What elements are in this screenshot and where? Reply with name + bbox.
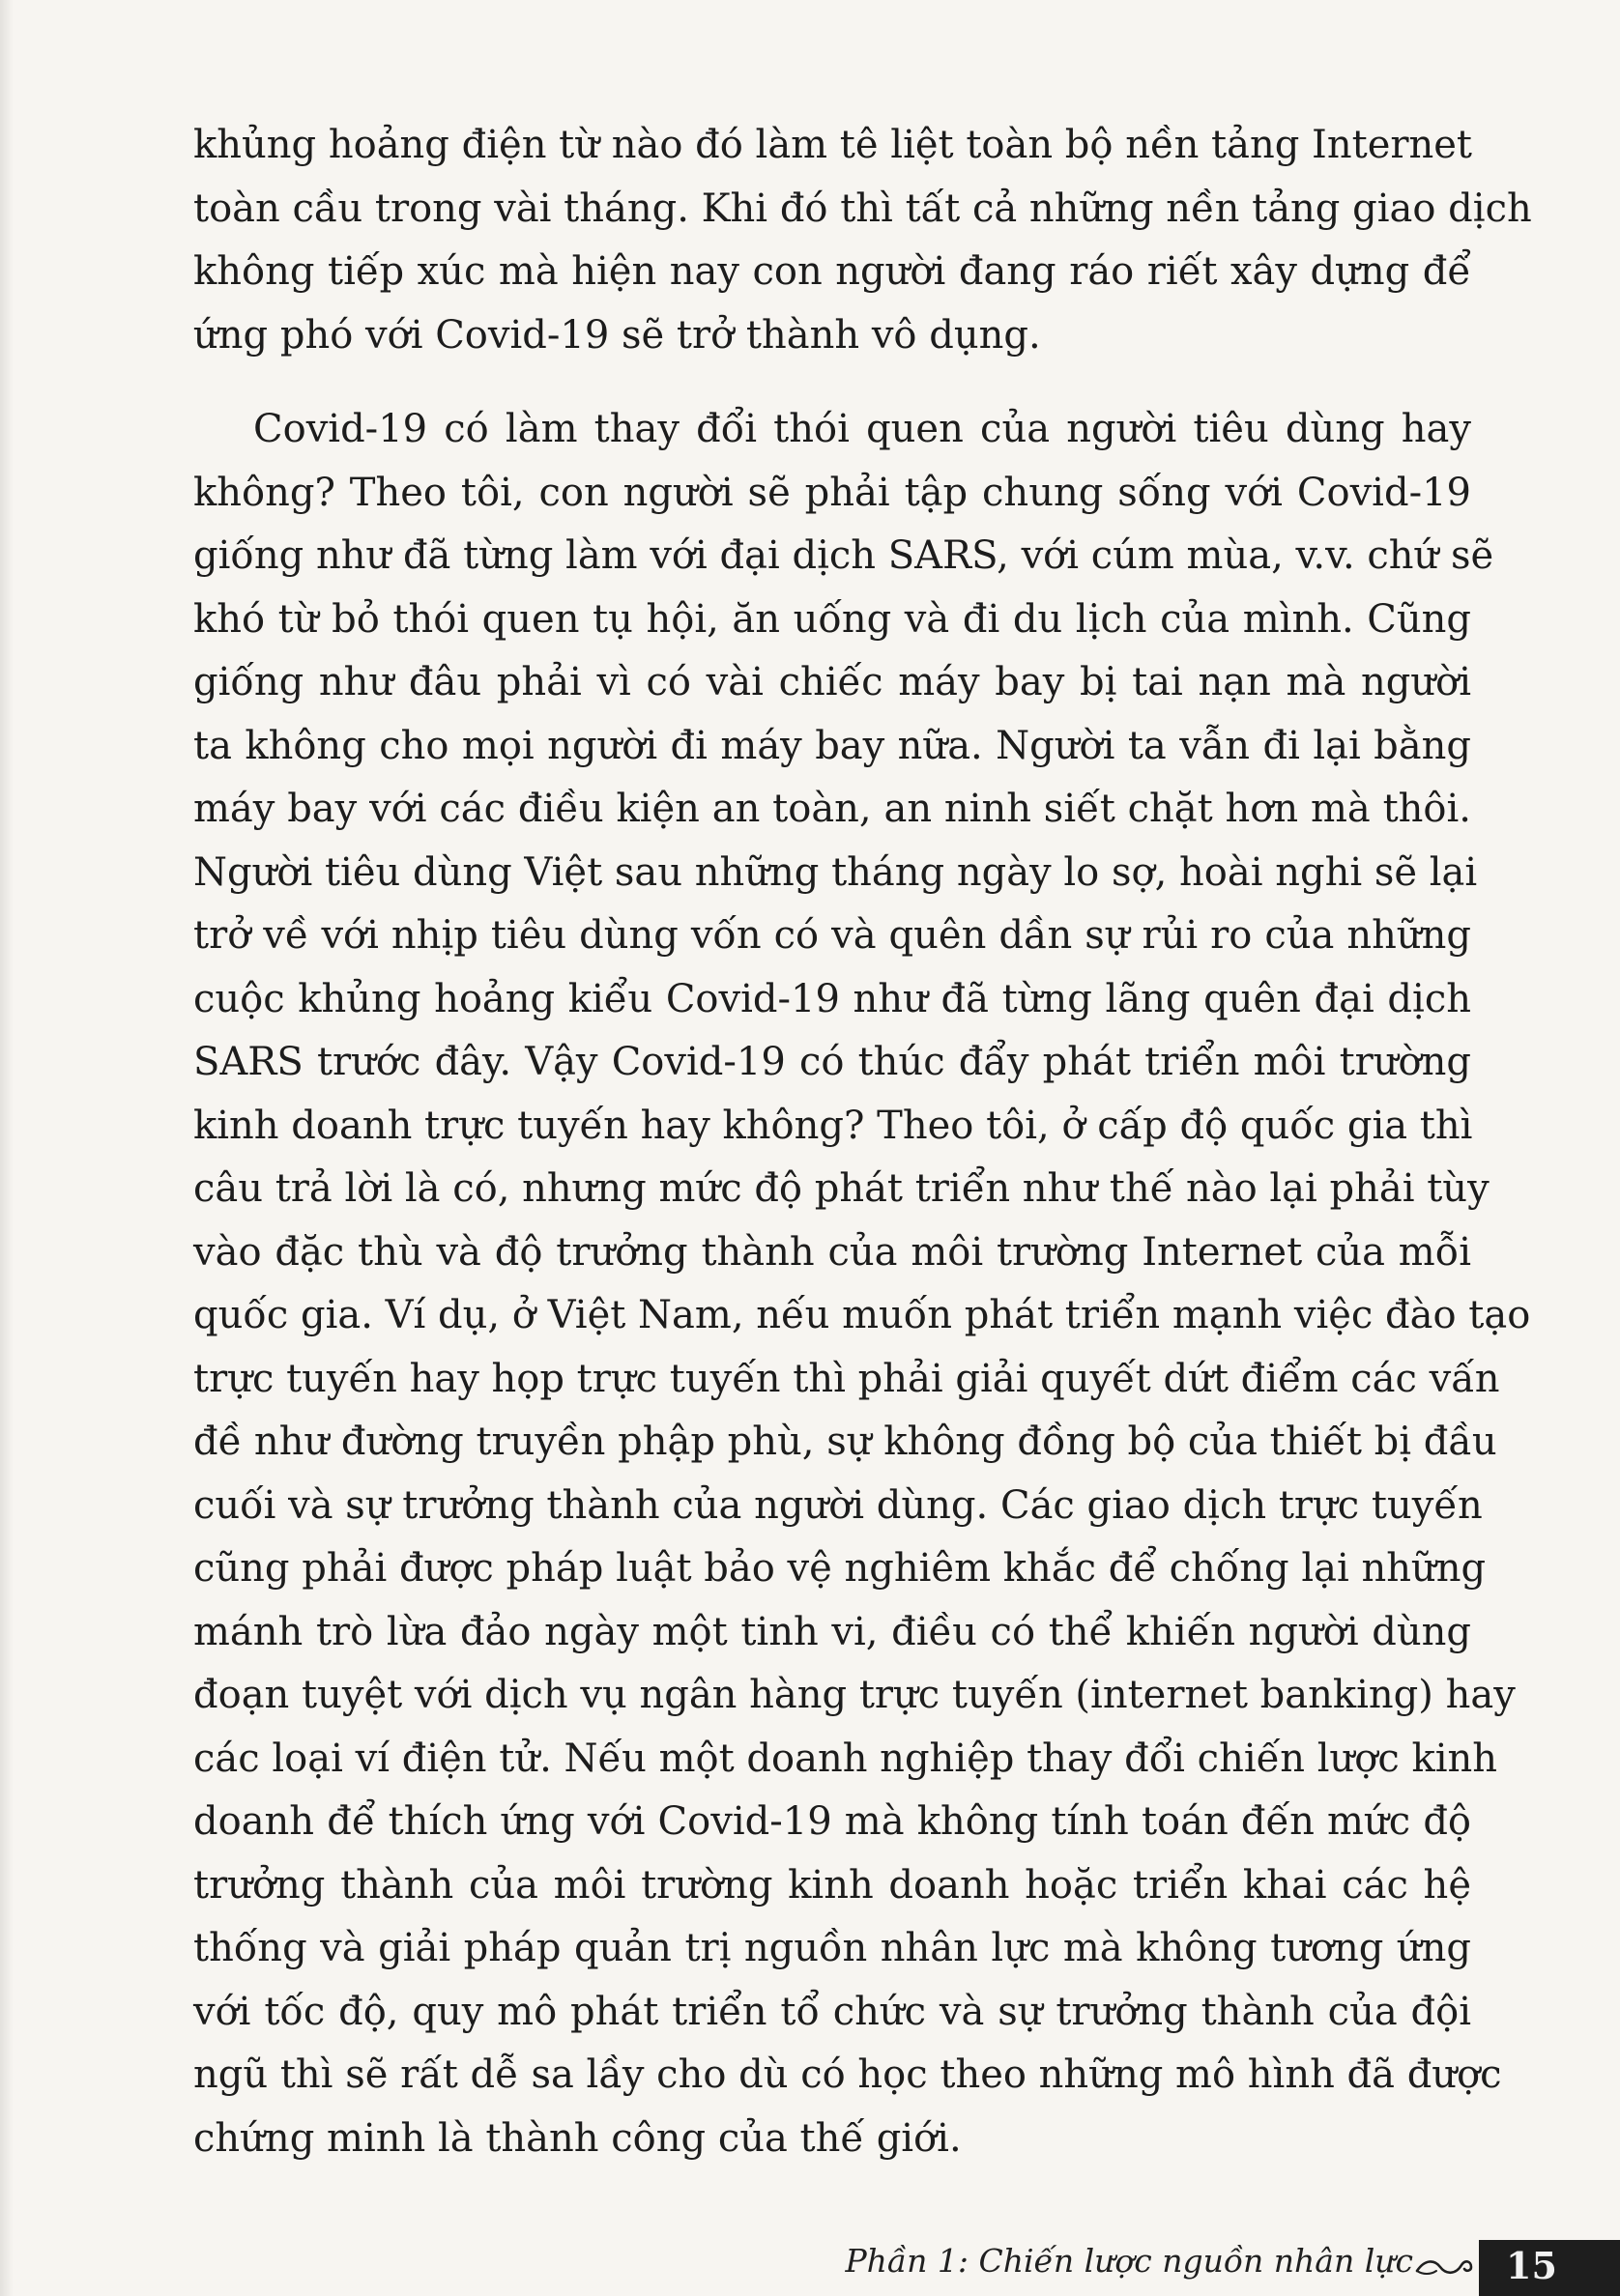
paragraph-1	[193, 114, 1532, 367]
text-line: vào đặc thù và độ trưởng thành của môi trường Internet của mỗi	[193, 1229, 1471, 1275]
text-line: toàn cầu trong vài tháng. Khi đó thì tất cả những nền tảng giao dịch	[193, 186, 1532, 231]
text-line: quốc gia. Ví dụ, ở Việt Nam, nếu muốn phát triển mạnh việc đào tạo	[193, 1293, 1531, 1337]
text-line: các loại ví điện tử. Nếu một doanh nghiệp thay đổi chiến lược kinh	[193, 1736, 1498, 1781]
text-line: giống như đã từng làm với đại dịch SARS, với cúm mùa, v.v. chứ sẽ	[193, 533, 1494, 578]
text-line: trực tuyến hay họp trực tuyến thì phải giải quyết dứt điểm các vấn	[193, 1356, 1500, 1401]
section-title: Phần 1: Chiến lược nguồn nhân lực	[845, 2242, 1413, 2280]
text-line: cuộc khủng hoảng kiểu Covid-19 như đã từng lãng quên đại dịch	[193, 976, 1471, 1021]
text-line: khó từ bỏ thói quen tụ hội, ăn uống và đi du lịch của mình. Cũng	[193, 596, 1471, 642]
text-line: Covid-19 có làm thay đổi thói quen của người tiêu dùng hay	[253, 407, 1471, 451]
page-number: 15	[1506, 2244, 1557, 2287]
text-line: doanh để thích ứng với Covid-19 mà không tính toán đến mức độ	[193, 1799, 1471, 1844]
text-line: với tốc độ, quy mô phát triển tổ chức và sự trưởng thành của đội	[193, 1989, 1471, 2034]
text-line: không? Theo tôi, con người sẽ phải tập chung sống với Covid-19	[193, 470, 1471, 515]
text-line: chứng minh là thành công của thế giới.	[193, 2115, 962, 2161]
body-text	[193, 114, 1532, 2170]
text-line: ta không cho mọi người đi máy bay nữa. Người ta vẫn đi lại bằng	[193, 723, 1471, 768]
text-line: SARS trước đây. Vậy Covid-19 có thúc đẩy phát triển môi trường	[193, 1040, 1471, 1084]
page-number-box	[1479, 2240, 1620, 2296]
text-line: cũng phải được pháp luật bảo vệ nghiêm khắc để chống lại những	[193, 1546, 1487, 1591]
swirl-ornament-icon	[1413, 2253, 1475, 2281]
text-line: Người tiêu dùng Việt sau những tháng ngày lo sợ, hoài nghi sẽ lại	[193, 849, 1478, 895]
text-line: máy bay với các điều kiện an toàn, an ninh siết chặt hơn mà thôi.	[193, 787, 1471, 831]
text-line: ngũ thì sẽ rất dễ sa lầy cho dù có học theo những mô hình đã được	[193, 2052, 1502, 2097]
text-line: đề như đường truyền phập phù, sự không đồng bộ của thiết bị đầu	[193, 1420, 1497, 1464]
text-line: ứng phó với Covid-19 sẽ trở thành vô dụng.	[193, 312, 1041, 358]
page-edge-shadow	[0, 0, 14, 2296]
text-line: không tiếp xúc mà hiện nay con người đang ráo riết xây dựng để	[193, 249, 1471, 294]
text-line: kinh doanh trực tuyến hay không? Theo tôi, ở cấp độ quốc gia thì	[193, 1103, 1473, 1148]
text-line: trở về với nhịp tiêu dùng vốn có và quên dần sự rủi ro của những	[193, 913, 1471, 958]
text-line: giống như đâu phải vì có vài chiếc máy bay bị tai nạn mà người	[193, 660, 1471, 704]
page-footer	[0, 2240, 1620, 2296]
paragraph-2	[193, 398, 1531, 2170]
paragraph-spacer	[193, 367, 1471, 398]
text-line: mánh trò lừa đảo ngày một tinh vi, điều có thể khiến người dùng	[193, 1609, 1471, 1654]
text-line: câu trả lời là có, nhưng mức độ phát triển như thế nào lại phải tùy	[193, 1166, 1490, 1211]
text-line: thống và giải pháp quản trị nguồn nhân lực mà không tương ứng	[193, 1926, 1471, 1970]
text-line: khủng hoảng điện từ nào đó làm tê liệt toàn bộ nền tảng Internet	[193, 123, 1472, 167]
text-line: đoạn tuyệt với dịch vụ ngân hàng trực tuyến (internet banking) hay	[193, 1673, 1516, 1717]
text-line: trưởng thành của môi trường kinh doanh hoặc triển khai các hệ	[193, 1862, 1471, 1908]
text-line: cuối và sự trưởng thành của người dùng. Các giao dịch trực tuyến	[193, 1482, 1483, 1528]
